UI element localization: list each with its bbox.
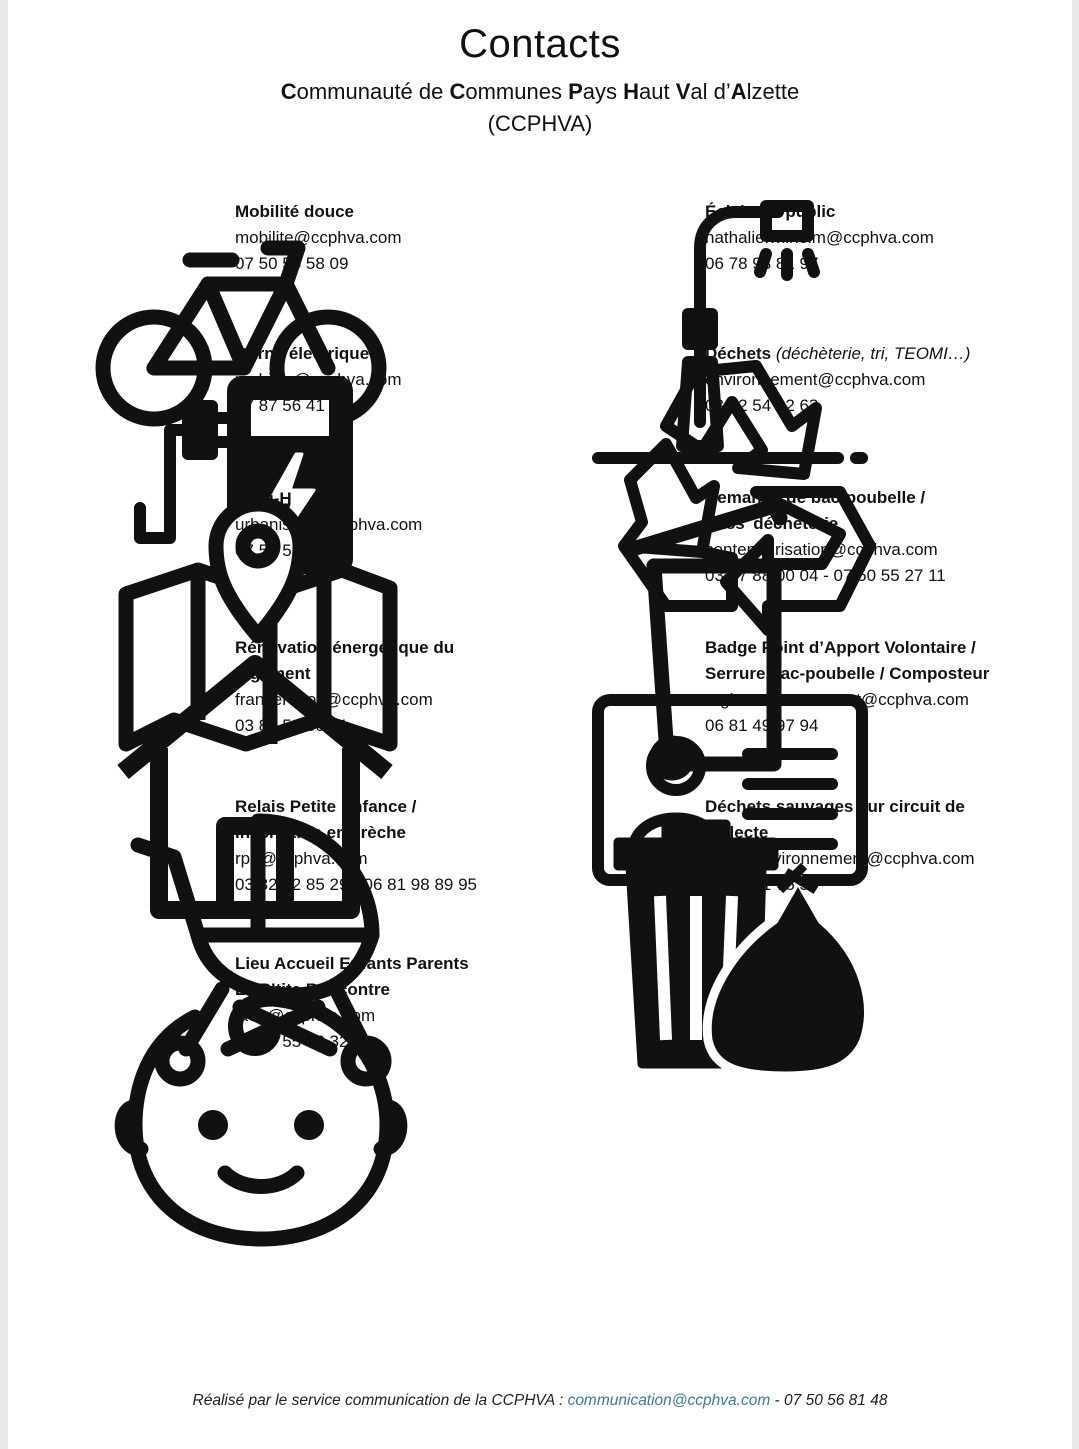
contact-label: PLUi-H: [235, 489, 292, 508]
contact-label: Déchets sauvages sur circuit de: [705, 797, 965, 816]
org-initial: A: [730, 79, 747, 104]
footer: [8, 1392, 1072, 1410]
organisation-name: [8, 76, 1072, 108]
contact-label: Serrure bac-poubelle / Composteur: [705, 664, 990, 683]
contact-phone[interactable]: 07 50 55 58 09: [235, 541, 349, 560]
contact-email[interactable]: nathalie.wilhelm@ccphva.com: [705, 228, 934, 247]
org-word: al d’: [690, 79, 731, 104]
org-initial: V: [675, 79, 691, 104]
contact-label: Mobilité douce: [235, 202, 354, 221]
contact-phone[interactable]: 07 72 51 75 54: [705, 875, 819, 894]
contact-phone[interactable]: 07 50 55 58 09: [235, 254, 349, 273]
page-subtitle: [8, 76, 1072, 140]
organisation-acronym: (CCPHVA): [487, 111, 593, 136]
contact-label: collecte: [705, 823, 769, 842]
org-word: ommunauté de: [296, 79, 450, 104]
contact-label: Lieu Accueil Enfants Parents: [235, 954, 469, 973]
contact-label: Rénovation énergétique du: [235, 638, 455, 657]
org-word: lzette: [746, 79, 800, 104]
contact-email[interactable]: urbanisme@ccphva.com: [235, 515, 423, 534]
contact-label: [705, 341, 970, 367]
contact-email[interactable]: conteneurisation@ccphva.com: [705, 540, 938, 559]
contact-phone[interactable]: 07 50 55 63 32: [235, 1032, 349, 1051]
contact-label-main: Déchets: [705, 344, 772, 363]
org-initial: P: [568, 79, 583, 104]
footer-email[interactable]: communication@ccphva.com: [567, 1392, 771, 1409]
org-initial: C: [449, 79, 466, 104]
contact-phone[interactable]: 03 82 54 32 63: [705, 396, 819, 415]
contact-label: Badge Point d’Apport Volontaire /: [705, 638, 976, 657]
contact-phone[interactable]: 06 81 49 97 94: [705, 716, 819, 735]
contact-label: Relais Petite Enfance /: [235, 797, 417, 816]
contact-phone[interactable]: 07 87 56 41 08: [235, 396, 349, 415]
document-page: [8, 0, 1072, 1449]
contact-label: Inscription en crèche: [235, 823, 406, 842]
contact-email[interactable]: mobilite@ccphva.com: [235, 370, 402, 389]
contact-phone[interactable]: 03 82 53 50 01: [235, 716, 349, 735]
contact-label: logement: [235, 664, 311, 683]
contact-email[interactable]: rpe@ccphva.com: [235, 849, 368, 868]
contact-phone[interactable]: 03 82 52 85 29 - 06 81 98 89 95: [235, 875, 477, 894]
footer-text: Réalisé par le service communication de la CCPHVA :: [192, 1392, 568, 1409]
contact-label: Demande de bac-poubelle /: [705, 488, 926, 507]
footer-phone[interactable]: - 07 50 56 81 48: [770, 1392, 888, 1409]
org-initial: H: [623, 79, 640, 104]
org-word: aut: [639, 79, 676, 104]
org-word: ays: [582, 79, 624, 104]
contact-phone[interactable]: 06 78 93 81 97: [705, 254, 819, 273]
contact-label: La P’tite Rencontre: [235, 980, 390, 999]
page-title: Contacts: [459, 22, 621, 66]
contact-label-note: (déchèterie, tri, TEOMI…): [775, 344, 971, 363]
org-initial: C: [280, 79, 297, 104]
org-word: ommunes: [465, 79, 569, 104]
contact-label: Pass’ déchèterie: [705, 514, 839, 533]
contact-phone[interactable]: 03 57 88 00 04 - 07 50 55 27 11: [705, 566, 946, 585]
contact-label: Borne électrique: [235, 344, 370, 363]
contact-email[interactable]: environnement@ccphva.com: [705, 370, 926, 389]
contact-email[interactable]: laep@ccphva.com: [235, 1006, 376, 1025]
contact-email[interactable]: francerenov@ccphva.com: [235, 690, 433, 709]
contact-email[interactable]: police.environnement@ccphva.com: [705, 849, 975, 868]
contact-label: Éclairage public: [705, 202, 836, 221]
contact-email[interactable]: mobilite@ccphva.com: [235, 228, 402, 247]
contact-email[interactable]: regie-environnement@ccphva.com: [705, 690, 969, 709]
